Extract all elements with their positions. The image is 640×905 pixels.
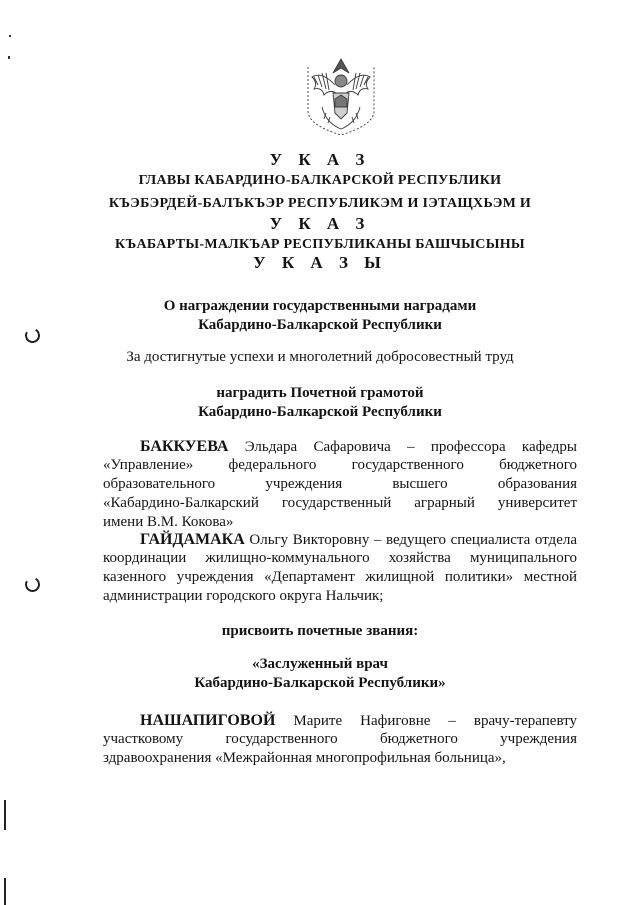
awardee-text-line: здравоохранения «Межрайонная многопрофильная больница», — [103, 750, 506, 766]
awardee-paragraph — [103, 711, 577, 768]
decree-title-kbd: У К А З — [269, 214, 371, 233]
decree-issuer-krc: КЪАБАРТЫ-МАЛКЪАР РЕСПУБЛИКАНЫ БАШЧЫСЫНЫ — [115, 237, 525, 252]
awardee-text-line: координации жилищно-коммунального хозяйства муниципального — [103, 550, 577, 566]
scan-margin-line — [4, 878, 6, 905]
awardee-surname: БАККУЕВА — [140, 438, 229, 455]
awardee-text-line: Эльдара Сафаровича – профессора кафедры — [244, 439, 578, 455]
award-heading-line1: наградить Почетной грамотой — [216, 385, 424, 401]
awardee-text-line: «Управление» федерального государственного бюджетного — [103, 457, 577, 473]
awardee-text-line: участковому государственного бюджетного учреждения — [103, 731, 577, 747]
decree-subject-line1: О награждении государственными наградами — [163, 298, 477, 314]
awardee-text-line: имени В.М. Кокова» — [103, 514, 234, 530]
scan-margin-line — [4, 800, 6, 830]
awardee-text-line: Ольгу Викторовну – ведущего специалиста отдела — [249, 532, 577, 548]
awardee-surname: НАШАПИГОВОЙ — [140, 712, 276, 729]
awardee-text-line: Марите Нафиговне – врачу-терапевту — [293, 713, 578, 729]
awardee-text-line: администрации городского округа Нальчик; — [103, 588, 384, 604]
coat-of-arms-emblem — [300, 55, 382, 139]
awardee-text-line: образовательного учреждения высшего образования — [103, 476, 577, 492]
decree-title-krc: У К А З Ы — [253, 253, 387, 272]
decree-issuer-kbd: КЪЭБЭРДЕЙ-БАЛЪКЪЭР РЕСПУБЛИКЭМ И ІЭТАЩХЬЭМ И — [108, 196, 532, 211]
honor-title-line2: Кабардино-Балкарской Республики» — [194, 675, 446, 691]
award-heading-line2: Кабардино-Балкарской Республики — [198, 404, 442, 420]
punch-hole-mark — [23, 575, 41, 593]
honor-title-line1: «Заслуженный врач — [252, 656, 388, 672]
awardee-text-line: «Кабардино-Балкарский государственный аграрный университет — [103, 495, 577, 511]
awardee-surname: ГАЙДАМАКА — [140, 531, 245, 548]
awardee-paragraph — [103, 530, 577, 606]
awardee-text-line: казенного учреждения «Департамент жилищной политики» местной — [103, 569, 577, 585]
honorary-titles-heading: присвоить почетные звания: — [221, 623, 419, 639]
decree-title-ru: У К А З — [269, 150, 371, 169]
decree-subject-line2: Кабардино-Балкарской Республики — [198, 317, 442, 333]
decree-issuer-ru: ГЛАВЫ КАБАРДИНО-БАЛКАРСКОЙ РЕСПУБЛИКИ — [138, 173, 502, 188]
scan-speck — [9, 35, 11, 37]
awardee-paragraph — [103, 437, 577, 532]
scan-speck — [8, 56, 10, 59]
decree-preamble: За достигнутые успехи и многолетний добросовестный труд — [126, 349, 514, 365]
